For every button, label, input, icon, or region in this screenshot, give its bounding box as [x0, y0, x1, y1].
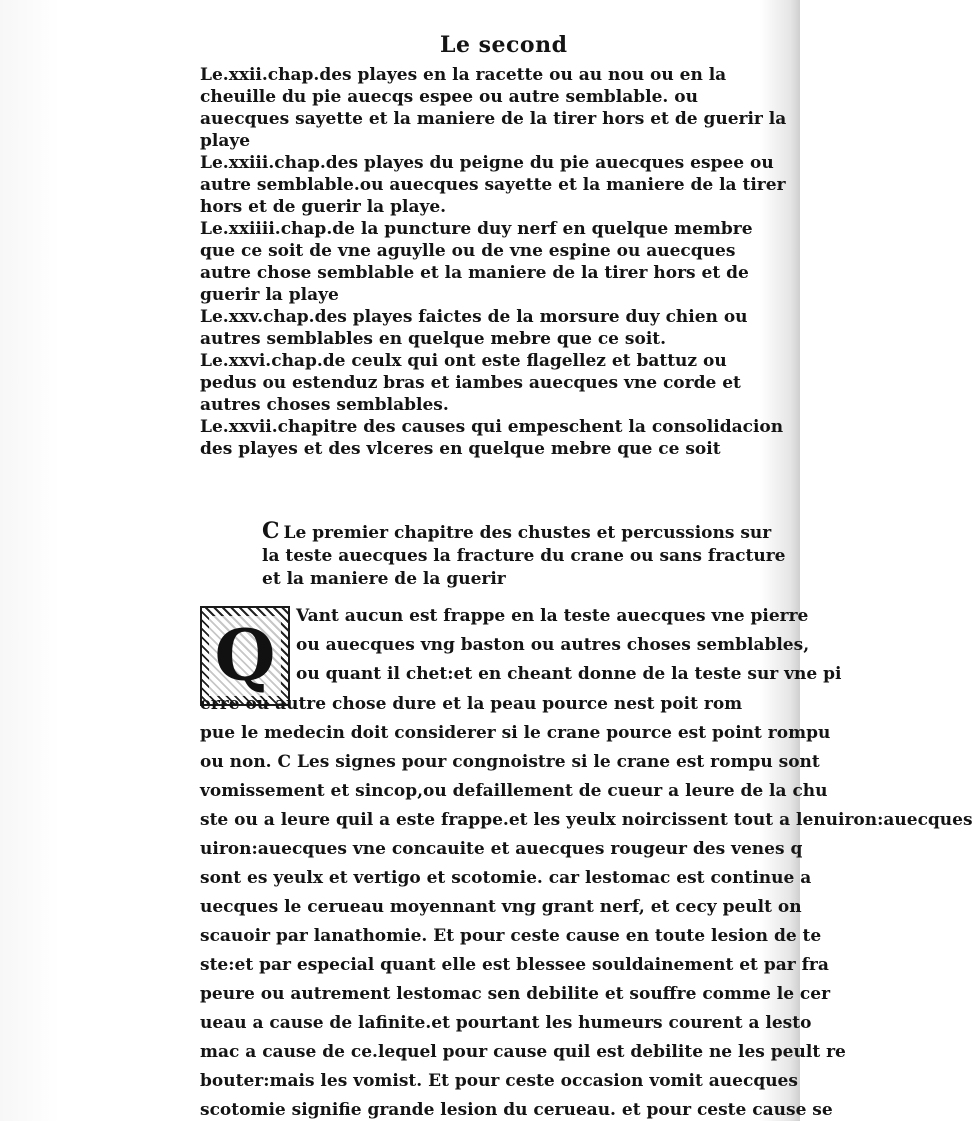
running-title: Le second: [440, 32, 568, 58]
toc-entry: Le.xxiii.chap.des playes du peigne du pie auecques espee ou autre semblable.ou auecques sayette et la maniere de la tirer hors et de guerir la playe.: [200, 153, 786, 217]
toc-entry: Le.xxvii.chapitre des causes qui empeschent la consolidacion des playes et des vlceres en quelque mebre que ce soit: [200, 417, 784, 459]
text-line: ou quant il chet:et en cheant donne de la teste sur vne pi: [296, 664, 842, 684]
text-line: pue le medecin doit considerer si le crane pource est point rompu: [200, 723, 831, 743]
text-line: ste:et par especial quant elle est blessee souldainement et par fra: [200, 955, 829, 975]
text-line: ste ou a leure quil a este frappe.et les yeulx noircissent tout a lenuiron:auecques: [200, 810, 973, 830]
chapter-list: [200, 64, 788, 460]
toc-entry: Le.xxiiii.chap.de la puncture duy nerf en quelque membre que ce soit de vne aguylle ou de vne espine ou auecques autre chose semblable et la maniere de la tirer hors et de guerir la playe: [200, 219, 753, 305]
text-line: Vant aucun est frappe en la teste auecques vne pierre: [296, 606, 809, 626]
text-line: vomissement et sincop,ou defaillement de cueur a leure de la chu: [200, 781, 828, 801]
text-line: ou non. C Les signes pour congnoistre si le crane est rompu sont: [200, 752, 820, 772]
text-line: erre ou autre chose dure et la peau pource nest poit rom: [200, 694, 743, 714]
pilcrow-mark: C: [262, 518, 280, 544]
initial-letter: Q: [209, 616, 282, 696]
chapter-heading-text: Le premier chapitre des chustes et percussions sur la teste auecques la fracture du crane ou sans fracture et la maniere de la guerir: [262, 523, 786, 589]
toc-entry: Le.xxv.chap.des playes faictes de la morsure duy chien ou autres semblables en quelque mebre que ce soit.: [200, 307, 748, 349]
text-line: mac a cause de ce.lequel pour cause quil est debilite ne les peult re: [200, 1042, 846, 1062]
text-line: ueau a cause de lafinite.et pourtant les humeurs courent a lesto: [200, 1013, 812, 1033]
paragraph-opening: [296, 602, 842, 689]
text-line: sont es yeulx et vertigo et scotomie. car lestomac est continue a: [200, 868, 812, 888]
text-line: uecques le cerueau moyennant vng grant nerf, et cecy peult on: [200, 897, 802, 917]
text-line: bouter:mais les vomist. Et pour ceste occasion vomit auecques: [200, 1071, 798, 1091]
toc-entry: Le.xxvi.chap.de ceulx qui ont este flagellez et battuz ou pedus ou estenduz bras et iambes auecques vne corde et autres choses semblables.: [200, 351, 741, 415]
text-line: ou auecques vng baston ou autres choses semblables,: [296, 635, 810, 655]
text-line: peure ou autrement lestomac sen debilite et souffre comme le cer: [200, 984, 831, 1004]
toc-entry: Le.xxii.chap.des playes en la racette ou au nou ou en la cheuille du pie auecqs espee ou autre semblable. ou auecques sayette et la maniere de la tirer hors et de guerir la playe: [200, 65, 787, 151]
chapter-heading: [262, 520, 790, 591]
paragraph-body: [200, 690, 973, 1125]
text-line: scotomie signifie grande lesion du cerueau. et pour ceste cause se: [200, 1100, 833, 1120]
text-line: scauoir par lanathomie. Et pour ceste cause en toute lesion de te: [200, 926, 822, 946]
text-line: uiron:auecques vne concauite et auecques rougeur des venes q: [200, 839, 803, 859]
